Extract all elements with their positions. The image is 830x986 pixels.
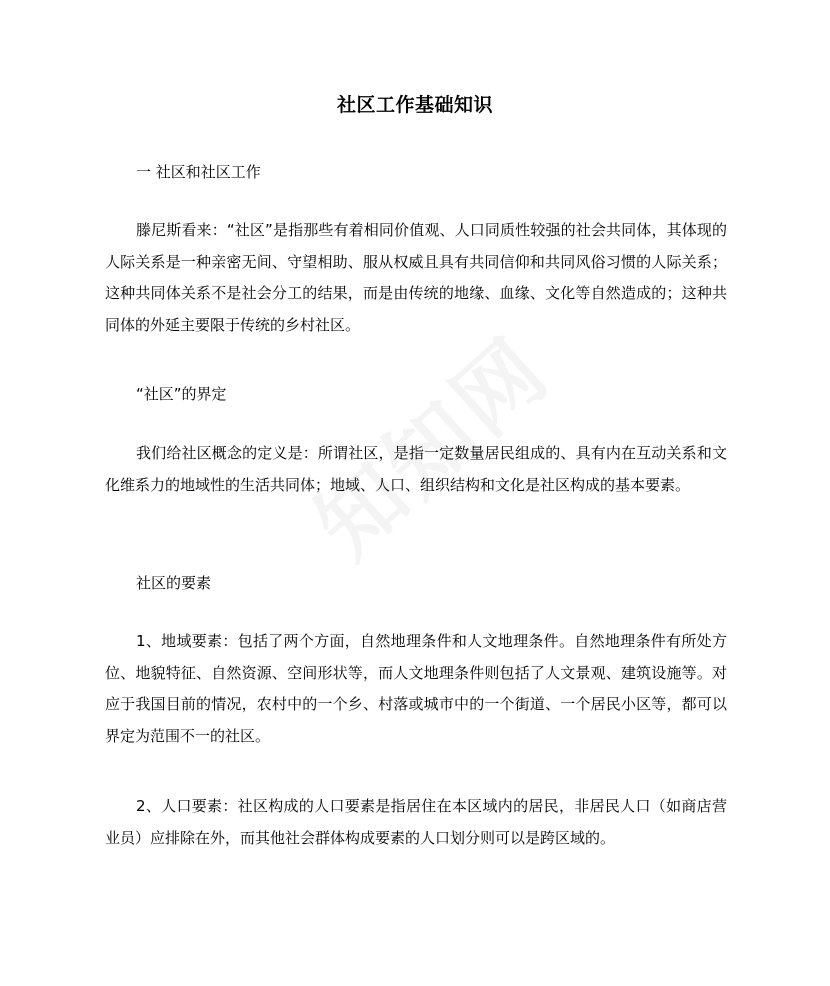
paragraph-territory-element: 1、地域要素：包括了两个方面，自然地理条件和人文地理条件。自然地理条件有所处方位、地貌特征、自然资源、空间形状等，而人文地理条件则包括了人文景观、建筑设施等。对应于我国目前的情况，农村中的一个乡、村落或城市中的一个街道、一个居民小区等，都可以界定为范围不一的社区。 xyxy=(105,632,727,745)
paragraph-tonnies-definition: 滕尼斯看来：“社区”是指那些有着相同价值观、人口同质性较强的社会共同体，其体现的人际关系是一种亲密无间、守望相助、服从权威且具有共同信仰和共同风俗习惯的人际关系；这种共同体关系不是社会分工的结果，而是由传统的地缘、血缘、文化等自然造成的；这种共同体的外延主要限于传统的乡村社区。 xyxy=(105,221,727,334)
paragraph-community-concept: 我们给社区概念的定义是：所谓社区，是指一定数量居民组成的、具有内在互动关系和文化维系力的地域性的生活共同体；地域、人口、组织结构和文化是社区构成的基本要素。 xyxy=(105,444,727,494)
paragraph-population-element: 2、人口要素：社区构成的人口要素是指居住在本区域内的居民，非居民人口（如商店营业员）应排除在外，而其他社会群体构成要素的人口划分则可以是跨区域的。 xyxy=(105,797,727,847)
section-heading-community-definition: “社区”的界定 xyxy=(136,385,227,403)
section-heading-community-and-work: 一 社区和社区工作 xyxy=(136,163,261,181)
document-title: 社区工作基础知识 xyxy=(336,94,493,116)
section-heading-community-elements: 社区的要素 xyxy=(136,574,212,592)
